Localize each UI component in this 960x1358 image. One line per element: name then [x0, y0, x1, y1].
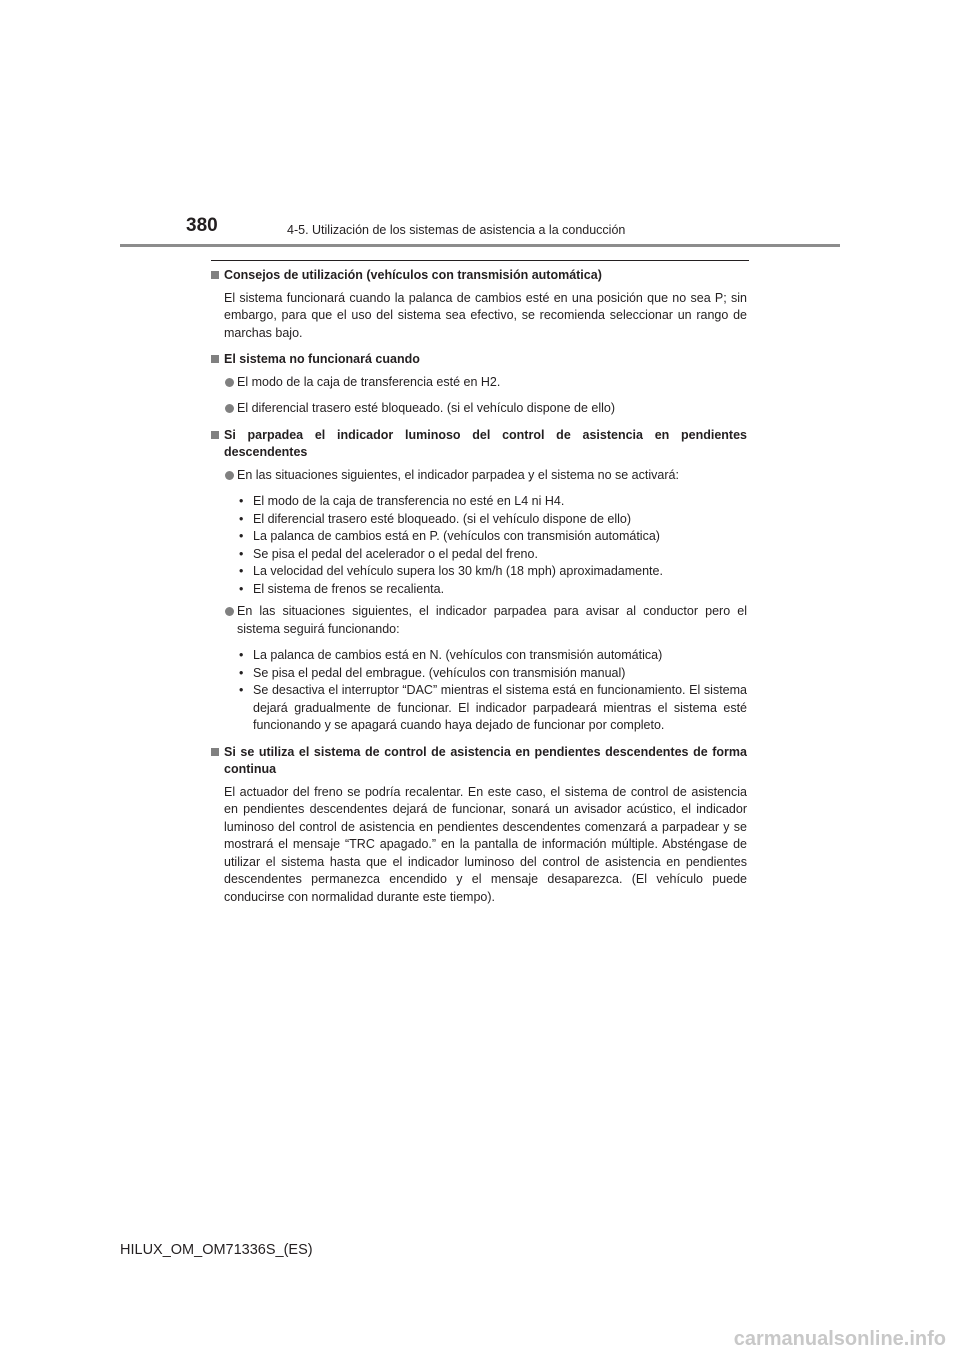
list-item — [211, 400, 747, 418]
header-divider — [120, 244, 840, 247]
sub-list-item-text: La velocidad del vehículo supera los 30 km/h (18 mph) aproximadamente. — [253, 564, 663, 578]
sub-bullet: • — [239, 546, 244, 561]
sub-list-item — [239, 665, 747, 683]
square-bullet-icon — [211, 748, 219, 756]
sub-list-item — [239, 563, 747, 581]
list-item-text: En las situaciones siguientes, el indicador parpadea para avisar al conductor pero el sistema seguirá funcionando: — [237, 604, 747, 636]
section-heading — [211, 427, 747, 462]
sub-list — [211, 493, 747, 598]
section-heading — [211, 267, 747, 285]
sub-list-item-text: El sistema de frenos se recalienta. — [253, 581, 445, 596]
page-content — [211, 267, 747, 906]
heading-text: Si parpadea el indicador luminoso del control de asistencia en pendientes descendentes — [224, 427, 747, 459]
sub-bullet: • — [239, 564, 244, 578]
list-item — [211, 374, 747, 392]
heading-text: Consejos de utilización (vehículos con transmisión automática) — [224, 268, 602, 282]
sub-list — [211, 647, 747, 735]
circle-bullet-icon — [225, 607, 234, 616]
list-item — [211, 603, 747, 638]
section-heading — [211, 744, 747, 779]
sub-bullet: • — [239, 648, 244, 662]
body-paragraph: El actuador del freno se podría recalentar. En este caso, el sistema de control de asistencia en pendientes descendentes dejará de funcionar, sonará un avisador acústico, el indicador luminoso del control de asistencia en pendientes descendentes comenzará a parpadear y se mostrará el mensaje “TRC apagado.” en la pantalla de información múltiple. Absténgase de utilizar el sistema hasta que el indicador luminoso del control de asistencia en pendientes descendentes permanezca encendido y el mensaje desaparezca. (El vehículo puede conducirse con normalidad durante este tiempo). — [224, 784, 747, 904]
document-code: HILUX_OM_OM71336S_(ES) — [120, 1242, 313, 1258]
section-heading — [211, 351, 747, 369]
sub-list-item — [239, 546, 747, 564]
sub-list-item-text: Se desactiva el interruptor “DAC” mientras el sistema está en funcionamiento. El sistema dejará gradualmente de funcionar. El indicador parpadeará mientras el sistema esté funcionando y se apagará cuando haya dejado de funcionar por completo. — [253, 683, 747, 732]
page-number: 380 — [186, 215, 218, 236]
sub-list-item-text: El modo de la caja de transferencia no esté en L4 ni H4. — [253, 494, 565, 508]
square-bullet-icon — [211, 355, 219, 363]
sub-list-item-text: Se pisa el pedal del acelerador o el pedal del freno. — [253, 546, 538, 561]
sub-bullet: • — [239, 494, 244, 508]
circle-bullet-icon — [225, 471, 234, 480]
sub-bullet: • — [239, 581, 244, 596]
circle-bullet-icon — [225, 404, 234, 413]
sub-list-item-text: Se pisa el pedal del embrague. (vehículos con transmisión manual) — [253, 665, 626, 680]
sub-bullet: • — [239, 511, 244, 526]
square-bullet-icon — [211, 431, 219, 439]
square-bullet-icon — [211, 271, 219, 279]
section-title: 4-5. Utilización de los sistemas de asistencia a la conducción — [287, 223, 626, 237]
body-paragraph: El sistema funcionará cuando la palanca de cambios esté en una posición que no sea P; sin embargo, para que el uso del sistema sea efectivo, se recomienda seleccionar un rango de marchas bajo. — [224, 290, 747, 340]
sub-list-item-text: La palanca de cambios está en P. (vehículos con transmisión automática) — [253, 529, 660, 543]
list-item — [211, 467, 747, 485]
heading-text: Si se utiliza el sistema de control de asistencia en pendientes descendentes de forma continua — [224, 744, 747, 776]
sub-list-item — [239, 682, 747, 735]
sub-list-item — [239, 647, 747, 665]
content-divider — [211, 260, 749, 261]
list-item-text: En las situaciones siguientes, el indicador parpadea y el sistema no se activará: — [237, 467, 679, 482]
sub-bullet: • — [239, 665, 244, 680]
sub-list-item — [239, 528, 747, 546]
sub-bullet: • — [239, 683, 244, 697]
watermark: carmanualsonline.info — [733, 1328, 946, 1350]
list-item-text: El modo de la caja de transferencia esté en H2. — [237, 374, 501, 389]
heading-text: El sistema no funcionará cuando — [224, 352, 420, 366]
sub-list-item — [239, 511, 747, 529]
sub-list-item-text: El diferencial trasero esté bloqueado. (si el vehículo dispone de ello) — [253, 511, 632, 526]
circle-bullet-icon — [225, 378, 234, 387]
sub-list-item-text: La palanca de cambios está en N. (vehículos con transmisión automática) — [253, 648, 663, 662]
list-item-text: El diferencial trasero esté bloqueado. (si el vehículo dispone de ello) — [237, 401, 616, 415]
sub-list-item — [239, 581, 747, 599]
sub-list-item — [239, 493, 747, 511]
sub-bullet: • — [239, 529, 244, 543]
